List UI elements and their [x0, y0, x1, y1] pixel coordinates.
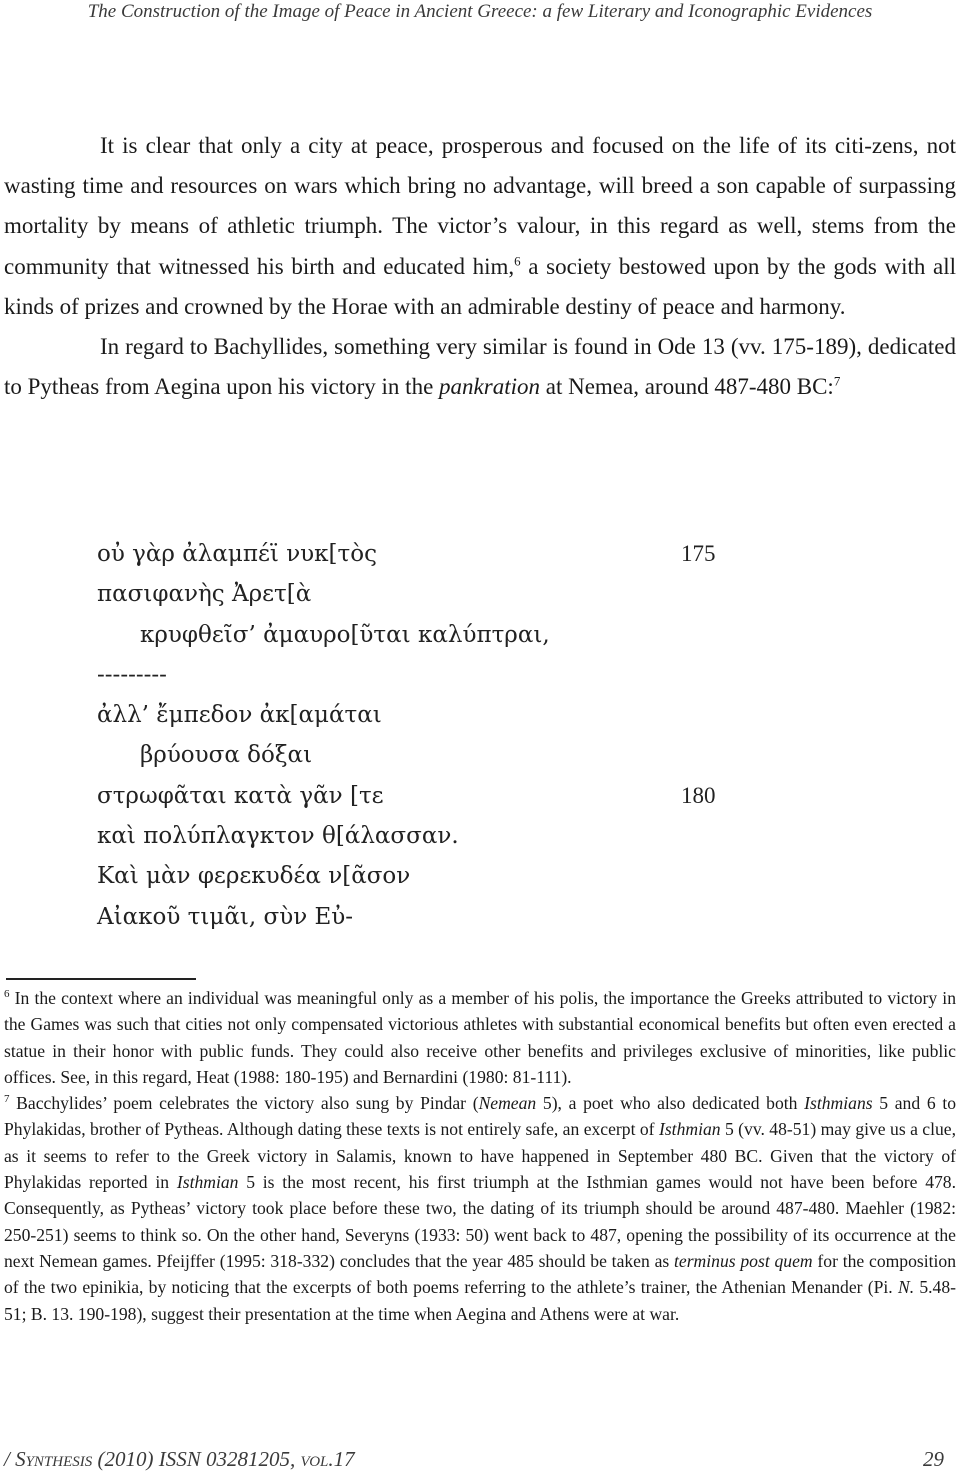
paragraph-text: It is clear that only a city at peace, prosperous and focused on the life of its citi-zens, not wasting time and resources on wars which bring no advantage, will breed a son capable of surpassing mortality by means of athletic triumph. The victor’s valour, in this regard as well, stems from the community that witnessed his birth and educated him, [4, 133, 956, 279]
poem-line-text: κρυφθεῖσ’ ἀμαυρο[ῦται καλύπτραι, [140, 621, 550, 648]
footnote [4, 985, 956, 1090]
footnote-marker: 7 [833, 373, 841, 389]
poem-line [97, 897, 737, 937]
poem-line-text: βρύουσα δόξαι [140, 742, 313, 769]
poem-line-text: ἀλλ’ ἔμπεδον ἀκ[αμάται [97, 702, 382, 729]
italic-title: Isthmian [176, 1172, 239, 1193]
poem-line [97, 776, 737, 816]
poem-line [97, 856, 737, 896]
poem-line [97, 534, 737, 574]
poem-line-text: στρωφᾶται κατὰ γᾶν [τε [97, 782, 384, 809]
footnote-number: 6 [4, 988, 10, 1001]
poem-line [97, 816, 737, 856]
poem-line-text: καὶ πολύπλαγκτον θ[άλασσαν. [97, 823, 459, 850]
footnote-text: 5 (vv. 48-51) may give us a clue, as it seems to refer to the Greek victory in Salamis, known to have happened in September 480 BC. Given that the victory of Phylakidas reported in [4, 1119, 956, 1193]
poem-line-text: Αἰακοῦ τιμᾶι, σὺν Εὐ- [97, 903, 354, 930]
journal-citation: / Synthesis (2010) ISSN 03281205, vol.17 [4, 1447, 355, 1471]
italic-abbrev: N. [897, 1277, 915, 1298]
poem-line [97, 695, 737, 735]
poem-line [97, 615, 737, 655]
poem-line [97, 574, 737, 614]
footnote-text: In the context where an individual was meaningful only as a member of his polis, the importance the Greeks attributed to victory in the Games was such that cities not only compensated victorious athletes with substantial economical benefits but often even erected a statue in their honor with public funds. They could also receive other benefits and privileges exclusive of minorities, like public offices. See, in this regard, Heat (1988: 180-195) and Bernardini (1980: 81-111). [4, 988, 956, 1087]
footnote-text: 5.48-51; B. 13. 190-198), suggest their presentation at the time when Aegina and Athens were at war. [4, 1277, 957, 1324]
page-footer [4, 1447, 956, 1475]
footnote-text: Bacchylides’ poem celebrates the victory also sung by Pindar ( [9, 1093, 479, 1114]
italic-term: pankration [439, 374, 540, 400]
paragraph-text: In regard to Bachyllides, something very similar is found in Ode 13 (vv. 175-189), dedicated to Pytheas from Aegina upon his victory in the [4, 334, 956, 400]
poem-line-text: --------- [97, 661, 167, 688]
footnote-marker: 6 [514, 252, 521, 268]
footnote-rule [6, 978, 196, 980]
greek-poem [97, 534, 737, 937]
footnote-text: for the composition of the two epinikia, by noticing that the excerpts of both poems referring to the athlete’s trainer, the Athenian Menander (Pi. [4, 1250, 956, 1298]
footnote-text: 5 is the most recent, his first triumph at the Isthmian games would not have been before 478. Consequently, as Pytheas’ victory took place before these two, the dating of its triumph should be around 487-480. Maehler (1982: 250-251) seems to think so. On the other hand, Severyns (1933: 50) went back to 487, opening the possibility of its occurrence at the next Nemean games. Pfeijffer (1995: 318-332) concludes that the year 485 should be taken as [4, 1172, 956, 1271]
paragraph [4, 126, 956, 327]
poem-line [97, 735, 737, 775]
page-number: 29 [923, 1447, 944, 1471]
body-text [4, 126, 956, 407]
italic-title: Isthmian [658, 1119, 721, 1140]
poem-line-text: Καὶ μὰν φερεκυδέα ν[ᾶσον [97, 863, 411, 890]
paragraph [4, 327, 956, 407]
footnote-text: 5 and 6 to Phylakidas, brother of Pytheas. Although dating these texts is not entirely safe, an excerpt of [4, 1093, 956, 1140]
paragraph-text: at Nemea, around 487-480 BC: [539, 374, 834, 400]
italic-title: Isthmians [804, 1093, 873, 1114]
italic-term: terminus post quem [674, 1250, 813, 1271]
footnote-number: 7 [4, 1093, 10, 1106]
footnotes [4, 985, 956, 1327]
footnote-text: 5), a poet who also dedicated both [536, 1093, 805, 1114]
poem-line-text: οὐ γὰρ ἀλαμπέϊ νυκ[τὸς [97, 541, 377, 567]
italic-title: Nemean [478, 1093, 537, 1114]
poem-line-text: πασιφανὴς Ἀρετ[ὰ [97, 581, 312, 608]
poem-line [97, 655, 737, 695]
line-number: 175 [681, 541, 716, 566]
paragraph-text: a society bestowed upon by the gods with all kinds of prizes and crowned by the Horae with an admirable destiny of peace and harmony. [4, 253, 956, 319]
line-number: 180 [681, 782, 716, 808]
footnote [4, 1090, 956, 1327]
running-head: The Construction of the Image of Peace in Ancient Greece: a few Literary and Iconographic Evidences [87, 1, 873, 22]
